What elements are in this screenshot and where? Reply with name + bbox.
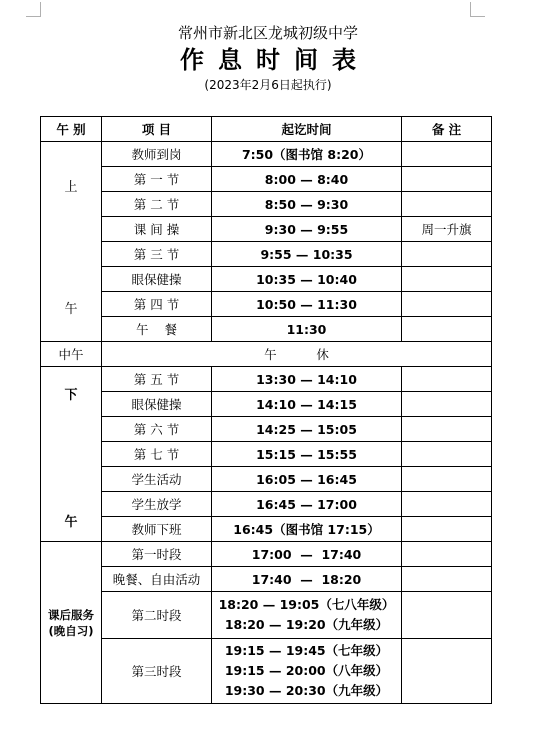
table-row [41, 392, 492, 417]
school-name: 常州市新北区龙城初级中学 [177, 24, 358, 42]
time-line: 19:15 — 19:45（七年级） [224, 643, 389, 658]
time-cell: 16:45 — 17:00 [212, 492, 402, 517]
note-cell: 周一升旗 [402, 217, 492, 242]
note-cell [402, 292, 492, 317]
time-cell: 13:30 — 14:10 [212, 367, 402, 392]
time-cell: 9:30 — 9:55 [212, 217, 402, 242]
noon-rest: 午 休 [102, 342, 492, 367]
time-line: 19:15 — 20:00（八年级） [224, 663, 389, 678]
note-cell [402, 367, 492, 392]
table-row [41, 542, 492, 567]
note-cell [402, 417, 492, 442]
effective-date: (2023年2月6日起执行) [204, 78, 332, 92]
time-line: 18:20 — 19:20（九年级） [224, 617, 389, 632]
table-row [41, 467, 492, 492]
note-cell [402, 192, 492, 217]
note-cell [402, 317, 492, 342]
table-row [41, 367, 492, 392]
table-row [41, 267, 492, 292]
session-afternoon-bottom: 午 [64, 515, 78, 530]
note-cell [402, 167, 492, 192]
time-cell: 8:00 — 8:40 [212, 167, 402, 192]
item-cell: 第三时段 [102, 639, 212, 704]
note-cell [402, 492, 492, 517]
time-line: 18:20 — 19:05（七八年级） [218, 597, 395, 612]
table-row [41, 639, 492, 704]
table-row [41, 167, 492, 192]
time-cell: 14:25 — 15:05 [212, 417, 402, 442]
table-row [41, 142, 492, 167]
item-cell: 第 六 节 [102, 417, 212, 442]
item-cell: 第二时段 [102, 592, 212, 639]
item-cell: 学生活动 [102, 467, 212, 492]
column-header-note: 备 注 [402, 117, 492, 142]
time-cell: 8:50 — 9:30 [212, 192, 402, 217]
table-header-row [41, 117, 492, 142]
session-evening-line1: 课后服务 [48, 607, 94, 622]
session-evening-line2: (晚自习) [48, 623, 94, 638]
time-cell: 10:50 — 11:30 [212, 292, 402, 317]
note-cell [402, 142, 492, 167]
item-cell: 课 间 操 [102, 217, 212, 242]
table-row [41, 567, 492, 592]
session-morning [41, 142, 102, 342]
item-cell: 眼保健操 [102, 392, 212, 417]
time-cell: 17:00 — 17:40 [212, 542, 402, 567]
item-cell: 第 四 节 [102, 292, 212, 317]
session-afternoon-top: 下 [64, 388, 78, 403]
note-cell [402, 392, 492, 417]
item-cell: 教师下班 [102, 517, 212, 542]
time-cell: 11:30 [212, 317, 402, 342]
time-cell: 10:35 — 10:40 [212, 267, 402, 292]
item-cell: 第 一 节 [102, 167, 212, 192]
table-row [41, 417, 492, 442]
note-cell [402, 542, 492, 567]
item-cell: 第 二 节 [102, 192, 212, 217]
crop-mark-top-left [26, 2, 41, 17]
note-cell [402, 442, 492, 467]
table-row [41, 492, 492, 517]
session-afternoon [41, 367, 102, 542]
column-header-time: 起讫时间 [212, 117, 402, 142]
schedule-table [40, 116, 492, 704]
time-cell: 16:05 — 16:45 [212, 467, 402, 492]
table-row [41, 317, 492, 342]
crop-mark-top-right [470, 2, 485, 17]
time-line: 19:30 — 20:30（九年级） [224, 683, 389, 698]
item-cell: 晚餐、自由活动 [102, 567, 212, 592]
time-cell: 14:10 — 14:15 [212, 392, 402, 417]
session-morning-top: 上 [64, 180, 78, 195]
time-cell: 9:55 — 10:35 [212, 242, 402, 267]
item-cell: 眼保健操 [102, 267, 212, 292]
table-row [41, 292, 492, 317]
table-row [41, 242, 492, 267]
time-cell-multi [212, 592, 402, 639]
note-cell [402, 517, 492, 542]
table-row [41, 342, 492, 367]
table-row [41, 442, 492, 467]
item-cell: 第 五 节 [102, 367, 212, 392]
item-cell: 第 三 节 [102, 242, 212, 267]
page-title: 作息时间表 [180, 46, 370, 74]
note-cell [402, 639, 492, 704]
table-row [41, 192, 492, 217]
item-cell: 教师到岗 [102, 142, 212, 167]
item-cell: 第 七 节 [102, 442, 212, 467]
session-morning-bottom: 午 [64, 302, 78, 317]
time-cell: 17:40 — 18:20 [212, 567, 402, 592]
column-header-session: 午 别 [41, 117, 102, 142]
note-cell [402, 242, 492, 267]
note-cell [402, 592, 492, 639]
column-header-item: 项 目 [102, 117, 212, 142]
session-evening [41, 542, 102, 704]
item-cell: 第一时段 [102, 542, 212, 567]
note-cell [402, 567, 492, 592]
table-row [41, 217, 492, 242]
table-row [41, 592, 492, 639]
item-cell: 学生放学 [102, 492, 212, 517]
table-row [41, 517, 492, 542]
item-cell: 午 餐 [102, 317, 212, 342]
time-cell: 16:45（图书馆 17:15） [212, 517, 402, 542]
time-cell: 7:50（图书馆 8:20） [212, 142, 402, 167]
note-cell [402, 467, 492, 492]
session-noon: 中午 [41, 342, 102, 367]
note-cell [402, 267, 492, 292]
time-cell-multi [212, 639, 402, 704]
time-cell: 15:15 — 15:55 [212, 442, 402, 467]
